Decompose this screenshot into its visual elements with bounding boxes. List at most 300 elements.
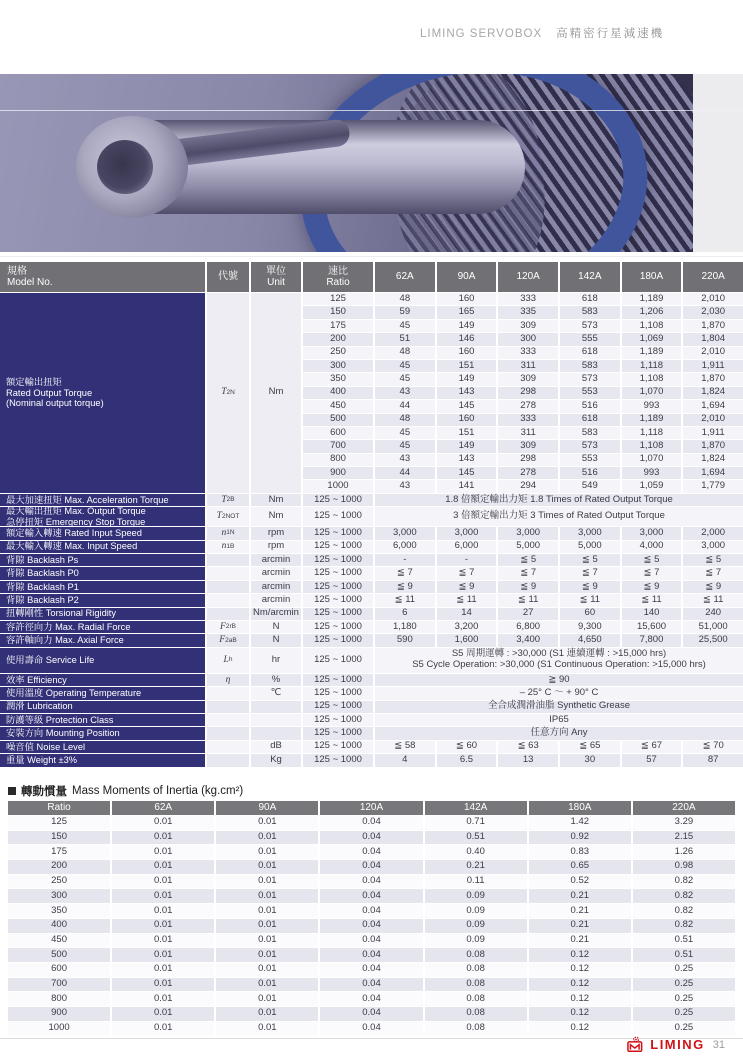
inertia-column-header: 180A — [529, 801, 631, 815]
value-cell: 45 — [375, 440, 435, 452]
row-label: 背隙 Backlash Ps — [0, 554, 205, 566]
inertia-value-cell: 0.01 — [216, 978, 318, 992]
row-label: 額定輸入轉速 Rated Input Speed — [0, 527, 205, 539]
ratio-cell: 350 — [303, 373, 373, 385]
inertia-value-cell: 0.52 — [529, 875, 631, 889]
value-cell: 583 — [560, 427, 620, 439]
symbol-cell: n 1N — [207, 527, 249, 539]
value-cell: ≦ 7 — [498, 567, 558, 579]
value-cell: ≦ 63 — [498, 741, 558, 753]
value-cell: 149 — [437, 373, 497, 385]
inertia-value-cell: 0.09 — [425, 904, 527, 918]
inertia-value-cell: 0.01 — [216, 845, 318, 859]
value-cell: 5,000 — [498, 541, 558, 553]
column-header-unit: 單位 Unit — [251, 262, 301, 292]
inertia-value-cell: 0.12 — [529, 1007, 631, 1021]
symbol-cell: T 2B — [207, 494, 249, 506]
value-cell: 6,000 — [375, 541, 435, 553]
value-cell: ≦ 7 — [622, 567, 682, 579]
value-cell: 333 — [498, 414, 558, 426]
inertia-value-cell: 0.04 — [320, 816, 422, 830]
symbol-cell: T 2N — [207, 293, 249, 493]
inertia-value-cell: 0.04 — [320, 992, 422, 1006]
value-cell: 993 — [622, 400, 682, 412]
ratio-cell: 125 ~ 1000 — [303, 727, 373, 739]
inertia-value-cell: 0.01 — [216, 860, 318, 874]
ratio-cell: 125 ~ 1000 — [303, 507, 373, 526]
inertia-value-cell: 0.01 — [112, 889, 214, 903]
value-cell: 1,070 — [622, 387, 682, 399]
ratio-cell: 125 ~ 1000 — [303, 621, 373, 633]
inertia-value-cell: 0.82 — [633, 904, 735, 918]
ratio-cell: 125 ~ 1000 — [303, 567, 373, 579]
ratio-cell: 125 ~ 1000 — [303, 527, 373, 539]
inertia-value-cell: 0.51 — [633, 934, 735, 948]
unit-cell: % — [251, 674, 301, 686]
value-cell: 1,911 — [683, 360, 743, 372]
inertia-value-cell: 0.04 — [320, 831, 422, 845]
unit-cell: Nm — [251, 494, 301, 506]
ratio-cell: 400 — [303, 387, 373, 399]
inertia-ratio-cell: 1000 — [8, 1022, 110, 1036]
unit-cell: arcmin — [251, 594, 301, 606]
value-cell: 4 — [375, 754, 435, 766]
span-value-cell: 任意方向 Any — [375, 727, 743, 739]
row-label: 重量 Weight ±3% — [0, 754, 205, 766]
value-cell: ≦ 67 — [622, 741, 682, 753]
value-cell: 3,000 — [560, 527, 620, 539]
value-cell: 44 — [375, 400, 435, 412]
value-cell: 160 — [437, 414, 497, 426]
inertia-value-cell: 0.04 — [320, 963, 422, 977]
ratio-cell: 125 ~ 1000 — [303, 754, 373, 766]
value-cell: 4,650 — [560, 634, 620, 646]
value-cell: 43 — [375, 480, 435, 492]
row-label: 容許軸向力 Max. Axial Force — [0, 634, 205, 646]
value-cell: 2,000 — [683, 527, 743, 539]
value-cell: 1,059 — [622, 480, 682, 492]
inertia-value-cell: 0.08 — [425, 992, 527, 1006]
ratio-cell: 900 — [303, 467, 373, 479]
value-cell: 160 — [437, 293, 497, 305]
value-cell: ≦ 9 — [498, 581, 558, 593]
inertia-value-cell: 0.01 — [112, 992, 214, 1006]
value-cell: 160 — [437, 347, 497, 359]
brand-subtitle: 高精密行星減速機 — [556, 28, 665, 40]
value-cell: ≦ 7 — [560, 567, 620, 579]
inertia-value-cell: 0.71 — [425, 816, 527, 830]
inertia-value-cell: 0.11 — [425, 875, 527, 889]
inertia-value-cell: 0.09 — [425, 934, 527, 948]
span-value-cell: 全合成潤滑油脂 Synthetic Grease — [375, 701, 743, 713]
inertia-value-cell: 0.01 — [216, 992, 318, 1006]
span-value-cell: ≧ 90 — [375, 674, 743, 686]
row-label: 噪音值 Noise Level — [0, 741, 205, 753]
value-cell: 1,189 — [622, 293, 682, 305]
value-cell: 143 — [437, 387, 497, 399]
inertia-value-cell: 0.25 — [633, 963, 735, 977]
row-label: 扭轉剛性 Torsional Rigidity — [0, 608, 205, 620]
value-cell: 1,189 — [622, 414, 682, 426]
row-label: 防護等級 Protection Class — [0, 714, 205, 726]
inertia-value-cell: 3.29 — [633, 816, 735, 830]
inertia-value-cell: 0.82 — [633, 919, 735, 933]
value-cell: ≦ 9 — [683, 581, 743, 593]
inertia-value-cell: 0.09 — [425, 919, 527, 933]
ratio-cell: 175 — [303, 320, 373, 332]
inertia-value-cell: 0.08 — [425, 963, 527, 977]
ratio-cell: 125 ~ 1000 — [303, 554, 373, 566]
row-label: 效率 Efficiency — [0, 674, 205, 686]
inertia-ratio-cell: 600 — [8, 963, 110, 977]
inertia-value-cell: 1.26 — [633, 845, 735, 859]
value-cell: 48 — [375, 414, 435, 426]
value-cell: 333 — [498, 293, 558, 305]
footer-brand: LIMING — [650, 1037, 705, 1052]
value-cell: 2,010 — [683, 347, 743, 359]
inertia-value-cell: 0.25 — [633, 992, 735, 1006]
inertia-ratio-cell: 300 — [8, 889, 110, 903]
value-cell: 45 — [375, 320, 435, 332]
ratio-cell: 300 — [303, 360, 373, 372]
column-header-code: 代號 — [207, 262, 249, 292]
span-value-cell: 1.8 倍額定輸出力矩 1.8 Times of Rated Output Torque — [375, 494, 743, 506]
ratio-cell: 700 — [303, 440, 373, 452]
inertia-value-cell: 0.65 — [529, 860, 631, 874]
value-cell: 1,870 — [683, 440, 743, 452]
inertia-value-cell: 0.12 — [529, 948, 631, 962]
span-value-cell: 3 倍額定輸出力矩 3 Times of Rated Output Torque — [375, 507, 743, 526]
inertia-column-header: 220A — [633, 801, 735, 815]
inertia-value-cell: 0.01 — [112, 919, 214, 933]
ratio-cell: 150 — [303, 306, 373, 318]
inertia-value-cell: 0.04 — [320, 934, 422, 948]
inertia-title-en: Mass Moments of Inertia (kg.cm²) — [72, 785, 244, 797]
value-cell: 333 — [498, 347, 558, 359]
inertia-ratio-cell: 200 — [8, 860, 110, 874]
symbol-cell — [207, 714, 249, 726]
value-cell: 553 — [560, 387, 620, 399]
spec-table — [0, 262, 743, 767]
inertia-value-cell: 0.21 — [529, 904, 631, 918]
value-cell: 573 — [560, 373, 620, 385]
value-cell: 9,300 — [560, 621, 620, 633]
ratio-cell: 125 ~ 1000 — [303, 687, 373, 699]
inertia-value-cell: 1.42 — [529, 816, 631, 830]
spec-corner-header: 規格 Model No. — [0, 262, 205, 292]
inertia-value-cell: 0.01 — [216, 889, 318, 903]
ratio-cell: 125 ~ 1000 — [303, 714, 373, 726]
unit-cell: Nm — [251, 507, 301, 526]
inertia-column-header: 120A — [320, 801, 422, 815]
value-cell: 1,118 — [622, 360, 682, 372]
ratio-cell: 1000 — [303, 480, 373, 492]
ratio-cell: 250 — [303, 347, 373, 359]
row-label: 最大加速扭矩 Max. Acceleration Torque — [0, 494, 205, 506]
value-cell: 3,400 — [498, 634, 558, 646]
inertia-ratio-cell: 800 — [8, 992, 110, 1006]
inertia-ratio-cell: 450 — [8, 934, 110, 948]
inertia-value-cell: 0.82 — [633, 875, 735, 889]
symbol-cell — [207, 554, 249, 566]
value-cell: 149 — [437, 320, 497, 332]
inertia-value-cell: 0.01 — [216, 816, 318, 830]
ratio-cell: 800 — [303, 454, 373, 466]
value-cell: 1,206 — [622, 306, 682, 318]
liming-logo-icon — [626, 1036, 645, 1053]
value-cell: 583 — [560, 306, 620, 318]
value-cell: ≦ 9 — [437, 581, 497, 593]
value-cell: 143 — [437, 454, 497, 466]
inertia-value-cell: 0.21 — [425, 860, 527, 874]
inertia-ratio-cell: 400 — [8, 919, 110, 933]
inertia-value-cell: 2.15 — [633, 831, 735, 845]
column-header-ratio: 速比 Ratio — [303, 262, 373, 292]
inertia-value-cell: 0.01 — [216, 831, 318, 845]
value-cell: 516 — [560, 400, 620, 412]
symbol-cell: L h — [207, 648, 249, 673]
inertia-value-cell: 0.21 — [529, 934, 631, 948]
row-label-rated-output-torque: 額定輸出扭矩 Rated Output Torque (Nominal output torque) — [0, 293, 205, 493]
inertia-value-cell: 0.83 — [529, 845, 631, 859]
inertia-value-cell: 0.01 — [112, 1022, 214, 1036]
value-cell: 45 — [375, 427, 435, 439]
inertia-value-cell: 0.12 — [529, 992, 631, 1006]
span-value-cell: – 25° C ～ + 90° C — [375, 687, 743, 699]
value-cell: - — [437, 554, 497, 566]
symbol-cell — [207, 594, 249, 606]
value-cell: 4,000 — [622, 541, 682, 553]
value-cell: 2,010 — [683, 414, 743, 426]
value-cell: ≦ 5 — [560, 554, 620, 566]
inertia-column-header: 62A — [112, 801, 214, 815]
row-label: 容許徑向力 Max. Radial Force — [0, 621, 205, 633]
value-cell: 7,800 — [622, 634, 682, 646]
page-header — [420, 24, 664, 42]
ratio-cell: 600 — [303, 427, 373, 439]
value-cell: ≦ 7 — [683, 567, 743, 579]
column-header-model: 142A — [560, 262, 620, 292]
inertia-column-header: 142A — [425, 801, 527, 815]
value-cell: 45 — [375, 360, 435, 372]
ratio-cell: 450 — [303, 400, 373, 412]
row-label: 使用溫度 Operating Temperature — [0, 687, 205, 699]
symbol-cell: F 2aB — [207, 634, 249, 646]
bullet-square-icon — [8, 787, 16, 795]
column-header-model: 62A — [375, 262, 435, 292]
brand-title: LIMING SERVOBOX — [420, 28, 543, 40]
inertia-value-cell: 0.12 — [529, 963, 631, 977]
inertia-value-cell: 0.01 — [216, 934, 318, 948]
inertia-ratio-cell: 900 — [8, 1007, 110, 1021]
column-header-model: 220A — [683, 262, 743, 292]
inertia-ratio-cell: 350 — [8, 904, 110, 918]
symbol-cell — [207, 608, 249, 620]
row-label: 背隙 Backlash P2 — [0, 594, 205, 606]
inertia-value-cell: 0.40 — [425, 845, 527, 859]
inertia-value-cell: 0.01 — [216, 963, 318, 977]
value-cell: 1,824 — [683, 387, 743, 399]
inertia-column-header: Ratio — [8, 801, 110, 815]
value-cell: 25,500 — [683, 634, 743, 646]
span-value-cell: S5 周期運轉 : >30,000 (S1 連續運轉 : >15,000 hrs) S5 Cycle Operation: >30,000 (S1 Continuous Operation: >15,000 hrs) — [375, 648, 743, 673]
value-cell: 1,694 — [683, 467, 743, 479]
inertia-column-header: 90A — [216, 801, 318, 815]
value-cell: 1,694 — [683, 400, 743, 412]
symbol-cell: η — [207, 674, 249, 686]
value-cell: ≦ 11 — [683, 594, 743, 606]
inertia-value-cell: 0.01 — [216, 1007, 318, 1021]
value-cell: 1,118 — [622, 427, 682, 439]
unit-cell: Nm — [251, 293, 301, 493]
inertia-value-cell: 0.04 — [320, 948, 422, 962]
row-label: 背隙 Backlash P1 — [0, 581, 205, 593]
value-cell: ≦ 7 — [375, 567, 435, 579]
inertia-value-cell: 0.25 — [633, 1022, 735, 1036]
value-cell: 1,804 — [683, 333, 743, 345]
value-cell: 298 — [498, 387, 558, 399]
inertia-value-cell: 0.04 — [320, 1007, 422, 1021]
inertia-value-cell: 0.01 — [112, 904, 214, 918]
row-label: 安裝方向 Mounting Position — [0, 727, 205, 739]
inertia-value-cell: 0.01 — [112, 875, 214, 889]
value-cell: 14 — [437, 608, 497, 620]
value-cell: ≦ 9 — [560, 581, 620, 593]
value-cell: 309 — [498, 440, 558, 452]
value-cell: 590 — [375, 634, 435, 646]
unit-cell: Nm/arcmin — [251, 608, 301, 620]
ratio-cell: 125 ~ 1000 — [303, 494, 373, 506]
value-cell: 3,000 — [498, 527, 558, 539]
inertia-value-cell: 0.08 — [425, 978, 527, 992]
value-cell: 1,911 — [683, 427, 743, 439]
value-cell: 240 — [683, 608, 743, 620]
inertia-value-cell: 0.01 — [112, 978, 214, 992]
inertia-value-cell: 0.04 — [320, 904, 422, 918]
inertia-value-cell: 0.51 — [425, 831, 527, 845]
value-cell: 87 — [683, 754, 743, 766]
inertia-value-cell: 0.09 — [425, 889, 527, 903]
unit-cell: rpm — [251, 527, 301, 539]
value-cell: ≦ 11 — [560, 594, 620, 606]
value-cell: 3,000 — [437, 527, 497, 539]
unit-cell: N — [251, 634, 301, 646]
value-cell: 13 — [498, 754, 558, 766]
value-cell: 6.5 — [437, 754, 497, 766]
unit-cell — [251, 701, 301, 713]
inertia-value-cell: 0.04 — [320, 875, 422, 889]
value-cell: 618 — [560, 293, 620, 305]
value-cell: 48 — [375, 347, 435, 359]
value-cell: ≦ 5 — [498, 554, 558, 566]
inertia-table — [8, 801, 735, 1035]
value-cell: 6,800 — [498, 621, 558, 633]
symbol-cell: n 1B — [207, 541, 249, 553]
value-cell: 44 — [375, 467, 435, 479]
value-cell: 6,000 — [437, 541, 497, 553]
value-cell: 553 — [560, 454, 620, 466]
value-cell: 30 — [560, 754, 620, 766]
value-cell: 278 — [498, 400, 558, 412]
ratio-cell: 125 ~ 1000 — [303, 541, 373, 553]
value-cell: ≦ 5 — [683, 554, 743, 566]
value-cell: 618 — [560, 347, 620, 359]
inertia-ratio-cell: 175 — [8, 845, 110, 859]
value-cell: 51,000 — [683, 621, 743, 633]
ratio-cell: 125 ~ 1000 — [303, 608, 373, 620]
inertia-value-cell: 0.21 — [529, 889, 631, 903]
unit-cell: arcmin — [251, 554, 301, 566]
inertia-value-cell: 0.98 — [633, 860, 735, 874]
value-cell: ≦ 9 — [622, 581, 682, 593]
inertia-value-cell: 0.01 — [216, 1022, 318, 1036]
inertia-value-cell: 0.01 — [112, 831, 214, 845]
value-cell: 311 — [498, 427, 558, 439]
value-cell: 583 — [560, 360, 620, 372]
value-cell: 1,189 — [622, 347, 682, 359]
photo-side-panel — [693, 74, 743, 252]
value-cell: 151 — [437, 360, 497, 372]
ratio-cell: 500 — [303, 414, 373, 426]
value-cell: 298 — [498, 454, 558, 466]
value-cell: 993 — [622, 467, 682, 479]
symbol-cell — [207, 701, 249, 713]
value-cell: 3,200 — [437, 621, 497, 633]
inertia-value-cell: 0.04 — [320, 978, 422, 992]
value-cell: 2,030 — [683, 306, 743, 318]
inertia-value-cell: 0.01 — [112, 948, 214, 962]
value-cell: 1,069 — [622, 333, 682, 345]
value-cell: 140 — [622, 608, 682, 620]
inertia-ratio-cell: 500 — [8, 948, 110, 962]
inertia-value-cell: 0.82 — [633, 889, 735, 903]
inertia-value-cell: 0.12 — [529, 1022, 631, 1036]
inertia-value-cell: 0.01 — [112, 934, 214, 948]
unit-cell — [251, 727, 301, 739]
inertia-value-cell: 0.08 — [425, 1007, 527, 1021]
value-cell: 516 — [560, 467, 620, 479]
value-cell: 309 — [498, 320, 558, 332]
value-cell: ≦ 5 — [622, 554, 682, 566]
value-cell: 309 — [498, 373, 558, 385]
symbol-cell: F 2rB — [207, 621, 249, 633]
unit-cell — [251, 714, 301, 726]
value-cell: 43 — [375, 387, 435, 399]
value-cell: ≦ 11 — [622, 594, 682, 606]
row-label: 使用壽命 Service Life — [0, 648, 205, 673]
value-cell: 1,779 — [683, 480, 743, 492]
value-cell: 145 — [437, 467, 497, 479]
unit-cell: Kg — [251, 754, 301, 766]
value-cell: 3,000 — [683, 541, 743, 553]
value-cell: 549 — [560, 480, 620, 492]
value-cell: 278 — [498, 467, 558, 479]
value-cell: ≦ 58 — [375, 741, 435, 753]
ratio-cell: 200 — [303, 333, 373, 345]
value-cell: 1,870 — [683, 320, 743, 332]
inertia-value-cell: 0.51 — [633, 948, 735, 962]
ratio-cell: 125 ~ 1000 — [303, 674, 373, 686]
inertia-value-cell: 0.01 — [112, 816, 214, 830]
inertia-value-cell: 0.04 — [320, 889, 422, 903]
ratio-cell: 125 ~ 1000 — [303, 634, 373, 646]
column-header-model: 120A — [498, 262, 558, 292]
row-label: 最大輸入轉速 Max. Input Speed — [0, 541, 205, 553]
ratio-cell: 125 ~ 1000 — [303, 741, 373, 753]
ratio-cell: 125 ~ 1000 — [303, 581, 373, 593]
value-cell: 165 — [437, 306, 497, 318]
symbol-cell — [207, 687, 249, 699]
